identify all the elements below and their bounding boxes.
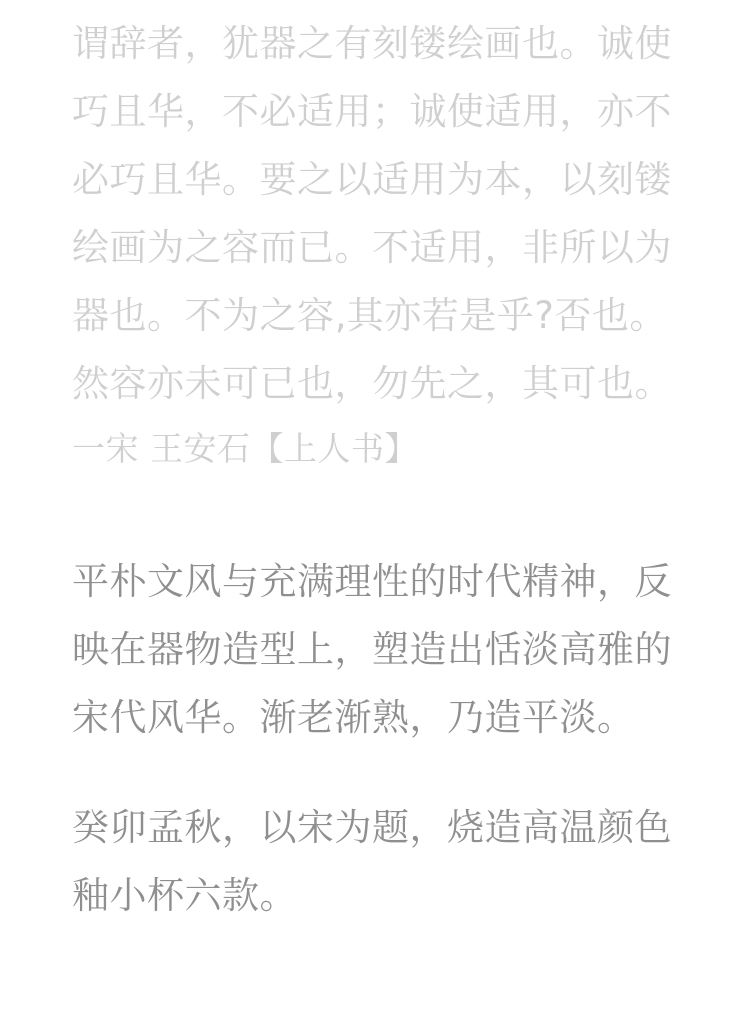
quote-line: 谓辞者，犹器之有刻镂绘画也。诚使 (72, 22, 672, 65)
quote-line: 巧且华，不必适用；诚使适用，亦不 (72, 90, 672, 133)
paragraph-cups (72, 794, 678, 930)
paragraph-song-spirit (72, 548, 678, 752)
quotation-block (72, 0, 678, 480)
quote-line: 绘画为之容而已。不适用，非所以为 (72, 226, 672, 269)
paragraph-spacer (72, 480, 678, 548)
body-line: 癸卯孟秋，以宋为题，烧造高温颜色 (72, 806, 672, 849)
quote-line: 器也。不为之容‚其亦若是乎?否也。 (72, 294, 667, 337)
body-line: 釉小杯六款。 (72, 874, 297, 917)
quote-line: 然容亦未可已也，勿先之，其可也。 (72, 362, 672, 405)
quote-attribution: 一宋 王安石【上人书】 (72, 429, 418, 468)
body-line: 平朴文风与充满理性的时代精神，反 (72, 560, 672, 603)
body-line: 宋代风华。渐老渐熟，乃造平淡。 (72, 696, 635, 739)
quote-line: 必巧且华。要之以适用为本，以刻镂 (72, 158, 672, 201)
page-bottom-spacer (72, 930, 678, 990)
paragraph-spacer (72, 752, 678, 794)
body-line: 映在器物造型上，塑造出恬淡高雅的 (72, 628, 672, 671)
